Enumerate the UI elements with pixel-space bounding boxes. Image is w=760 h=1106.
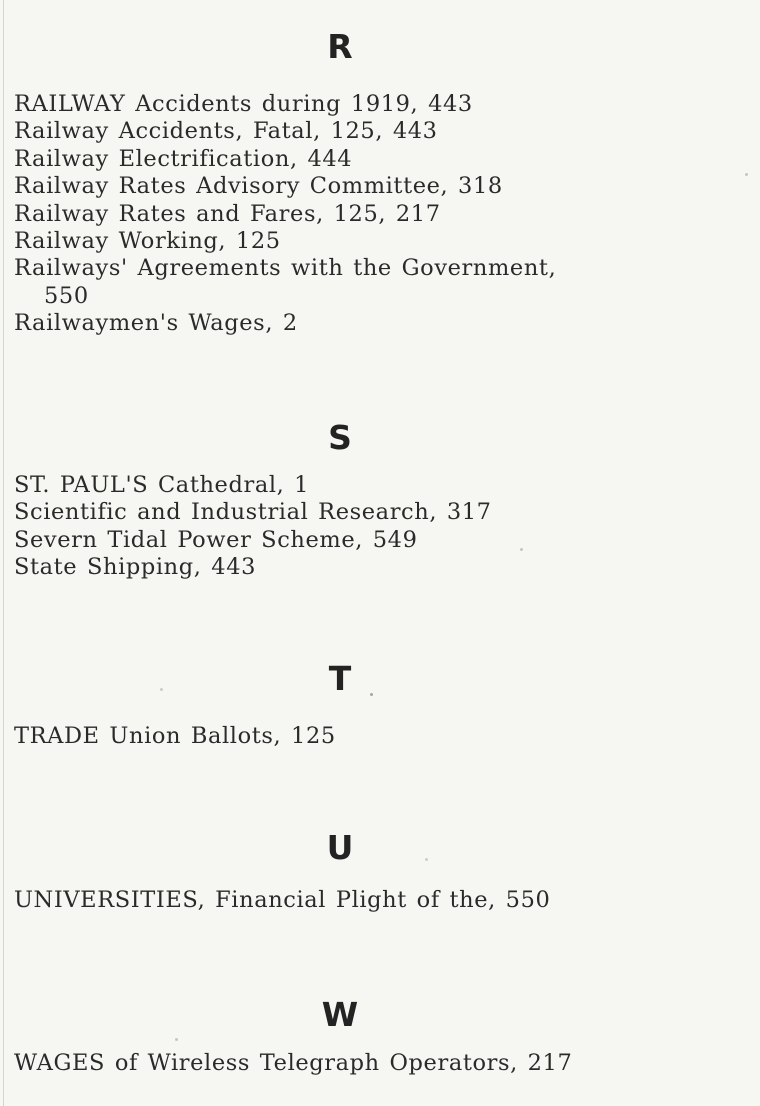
section-letter-u: U: [326, 828, 354, 867]
section-r-entries: [14, 91, 556, 338]
section-w-entries: [14, 1050, 572, 1077]
index-entry: RAILWAY Accidents during 1919, 443: [14, 91, 473, 117]
index-entry: [14, 255, 556, 310]
index-entry: Railway Rates Advisory Committee, 318: [14, 173, 503, 200]
index-entry: ST. PAUL'S Cathedral, 1: [14, 472, 310, 498]
scan-speck: [425, 858, 428, 861]
index-entry: Railway Electrification, 444: [14, 145, 353, 172]
scan-speck: [160, 688, 163, 691]
index-entry: TRADE Union Ballots, 125: [14, 723, 336, 749]
index-entry: Railway Accidents, Fatal, 125, 443: [14, 118, 438, 145]
index-entry: Railway Rates and Fares, 125, 217: [14, 200, 441, 227]
index-entry: WAGES of Wireless Telegraph Operators, 217: [14, 1050, 573, 1076]
index-entry: Scientific and Industrial Research, 317: [14, 499, 492, 526]
scan-speck: [370, 693, 373, 696]
section-letter-t: T: [328, 659, 352, 698]
index-entry-continuation: 550: [44, 282, 89, 309]
page-edge-line: [3, 0, 4, 1106]
section-u-entries: [14, 887, 550, 914]
section-t-entries: [14, 723, 336, 750]
scan-speck: [175, 1038, 178, 1041]
section-letter-r: R: [327, 27, 353, 66]
scan-speck: [520, 548, 523, 551]
scan-speck: [745, 173, 748, 176]
index-entry-text: Railways' Agreements with the Government,: [14, 255, 557, 282]
index-entry: State Shipping, 443: [14, 554, 257, 581]
index-entry: Railway Working, 125: [14, 228, 281, 255]
section-letter-s: S: [328, 418, 352, 457]
section-letter-w: W: [321, 995, 359, 1034]
index-entry: Railwaymen's Wages, 2: [14, 310, 298, 337]
index-entry: UNIVERSITIES, Financial Plight of the, 550: [14, 887, 551, 913]
index-entry: Severn Tidal Power Scheme, 549: [14, 526, 418, 553]
section-s-entries: [14, 472, 492, 582]
